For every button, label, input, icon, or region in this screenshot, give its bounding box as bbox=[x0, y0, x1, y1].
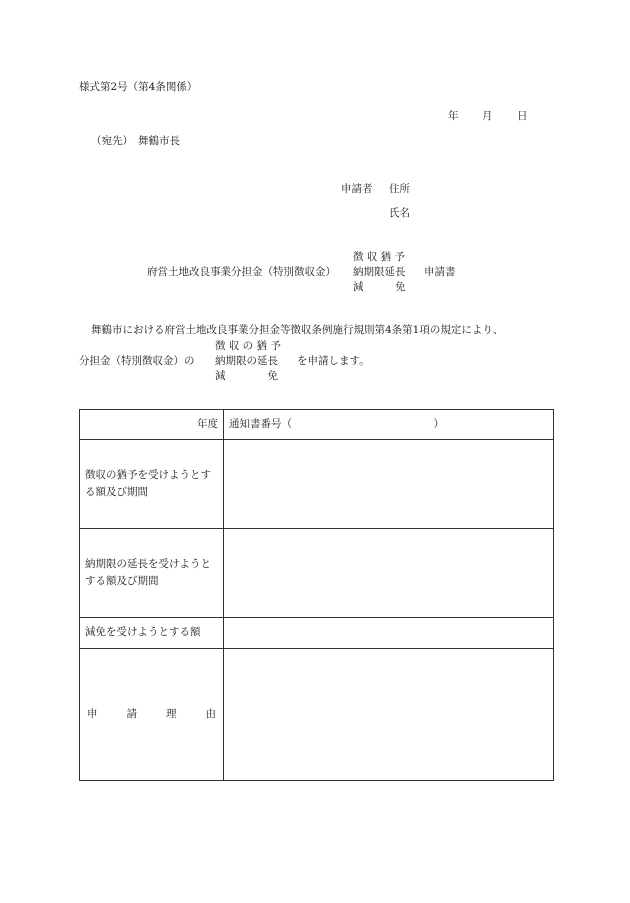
reason-char: 由 bbox=[205, 707, 216, 720]
year-label: 年度 bbox=[80, 410, 224, 440]
title-option-exemption: 減 免 bbox=[353, 281, 406, 293]
date-month-label: 月 bbox=[482, 110, 493, 122]
table-row-reason bbox=[80, 649, 554, 781]
title-option-grace: 徴 収 猶 予 bbox=[353, 251, 406, 263]
addressee-name: 舞鶴市長 bbox=[138, 135, 180, 147]
extension-label: 納期限の延長を受けようとする額及び期間 bbox=[80, 529, 224, 618]
application-table bbox=[79, 409, 554, 781]
reason-char: 請 bbox=[126, 707, 137, 720]
body-suffix: を申請します。 bbox=[297, 355, 370, 367]
applicant-name-label: 氏名 bbox=[389, 207, 410, 219]
table-row-year bbox=[80, 410, 554, 440]
notice-number-cell[interactable] bbox=[224, 410, 554, 440]
table-row-exemption bbox=[80, 618, 554, 649]
reason-label-cell bbox=[80, 649, 224, 781]
body-subject: 分担金（特別徴収金）の bbox=[79, 355, 195, 367]
reason-label bbox=[85, 706, 218, 723]
body-option-extension: 納期限の延長 bbox=[215, 355, 278, 367]
applicant-address-label: 住所 bbox=[389, 183, 410, 195]
notice-number-field bbox=[229, 416, 444, 433]
table-row-grace bbox=[80, 440, 554, 529]
grace-input-cell[interactable] bbox=[224, 440, 554, 529]
addressee-prefix: （宛先） bbox=[91, 135, 133, 147]
body-option-grace: 徴 収 の 猶 予 bbox=[215, 340, 281, 352]
notice-number-prefix: 通知書番号（ bbox=[229, 417, 292, 430]
extension-input-cell[interactable] bbox=[224, 529, 554, 618]
exemption-input-cell[interactable] bbox=[224, 618, 554, 649]
grace-label: 徴収の猶予を受けようとする額及び期間 bbox=[80, 440, 224, 529]
date-year-label: 年 bbox=[448, 110, 459, 122]
applicant-label: 申請者 bbox=[341, 183, 373, 195]
reason-input-cell[interactable] bbox=[224, 649, 554, 781]
date-day-label: 日 bbox=[517, 110, 528, 122]
form-number: 様式第2号（第4条関係） bbox=[79, 81, 198, 93]
title-doc-type: 申請書 bbox=[424, 266, 456, 278]
body-option-exemption: 減 免 bbox=[215, 370, 278, 382]
reason-char: 申 bbox=[87, 707, 98, 720]
body-line-1: 舞鶴市における府営土地改良事業分担金等徴収条例施行規則第4条第1項の規定により、 bbox=[91, 324, 504, 336]
table-row-extension bbox=[80, 529, 554, 618]
exemption-label: 減免を受けようとする額 bbox=[80, 618, 224, 649]
title-subject: 府営土地改良事業分担金（特別徴収金） bbox=[147, 266, 336, 278]
title-option-extension: 納期限延長 bbox=[353, 266, 406, 278]
reason-char: 理 bbox=[166, 707, 177, 720]
notice-number-suffix: ） bbox=[433, 417, 444, 430]
